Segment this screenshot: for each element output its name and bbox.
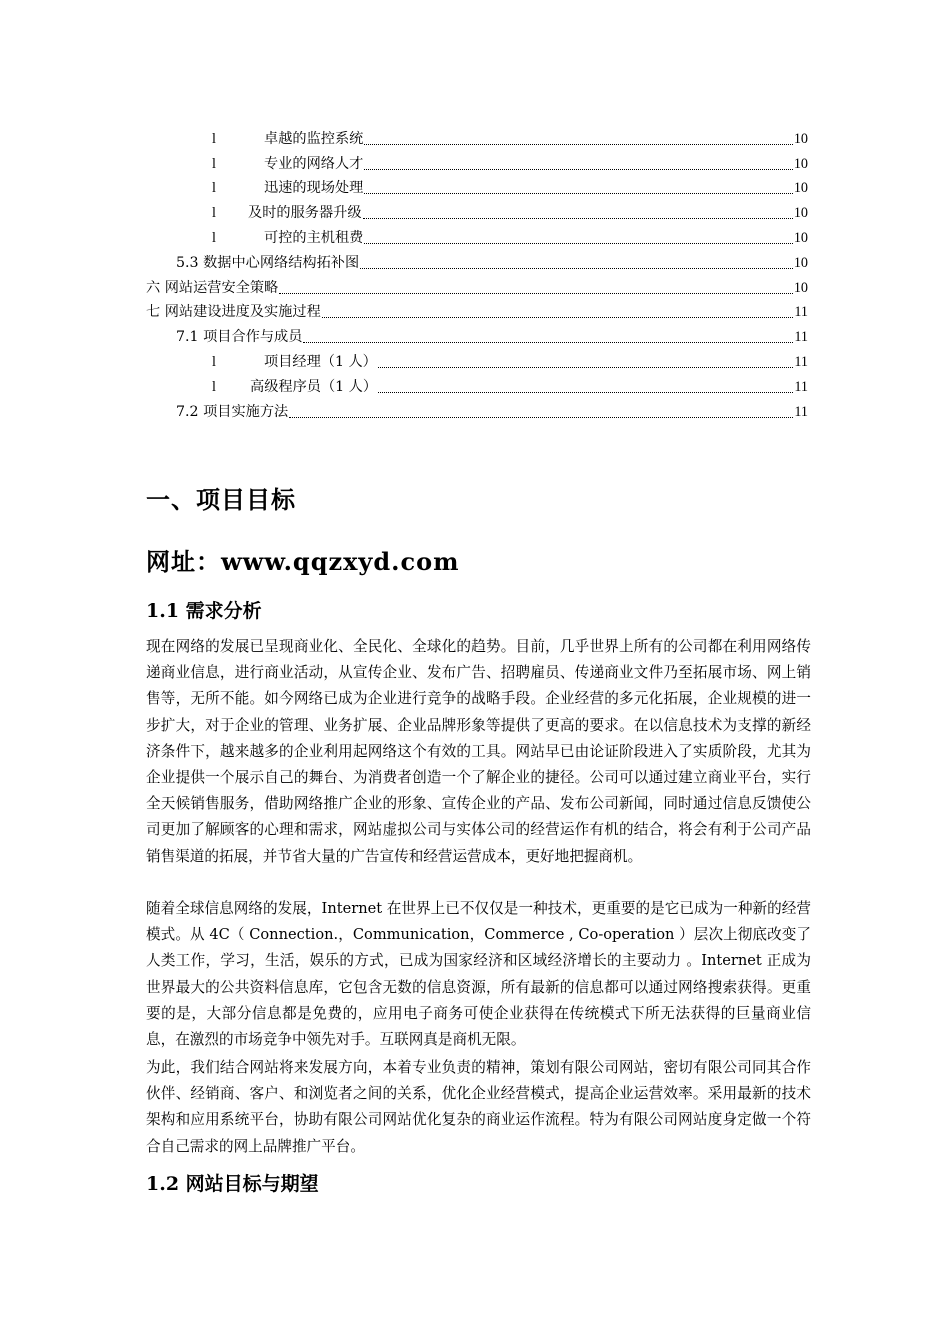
toc-leader-dots	[303, 342, 793, 343]
heading-website-url: 网址：www.qqzxyd.com	[146, 547, 460, 576]
toc-bullet: l	[212, 229, 216, 246]
toc-entry-text: 7.2 项目实施方法	[176, 403, 289, 420]
toc-leader-dots	[378, 367, 793, 368]
toc-entry[interactable]	[146, 298, 808, 323]
toc-bullet: l	[212, 378, 216, 395]
toc-page-number: 11	[794, 378, 808, 395]
toc-leader-dots	[322, 317, 794, 318]
toc-entry-text: 专业的网络人才	[264, 155, 364, 172]
paragraph: 为此，我们结合网站将来发展方向，本着专业负责的精神，策划有限公司网站，密切有限公司同其合作伙伴、经销商、客户、和浏览者之间的关系，优化企业经营模式，提高企业运营效率。采用最新的技术架构和应用系统平台，协助有限公司网站优化复杂的商业运作流程。特为有限公司网站度身定做一个符合自己需求的网上品牌推广平台。	[146, 1059, 811, 1155]
toc-page-number: 11	[794, 353, 808, 370]
toc-leader-dots	[279, 293, 793, 294]
toc-leader-dots	[364, 243, 792, 244]
toc-bullet: l	[212, 155, 216, 172]
toc-entry[interactable]	[146, 322, 808, 347]
toc-page-number: 10	[793, 155, 808, 172]
heading-project-goal: 一、项目目标	[146, 486, 296, 514]
toc-page-number: 10	[793, 205, 808, 222]
toc-entry[interactable]	[146, 397, 808, 422]
toc-bullet: l	[212, 130, 216, 147]
toc-entry-text: 迅速的现场处理	[264, 180, 364, 197]
toc-entry[interactable]	[146, 149, 808, 174]
toc-bullet: l	[212, 353, 216, 370]
toc-entry-text: 7.1 项目合作与成员	[176, 329, 303, 346]
toc-leader-dots	[364, 144, 792, 145]
toc-entry[interactable]	[146, 372, 808, 397]
toc-leader-dots	[363, 218, 793, 219]
toc-page-number: 10	[793, 229, 808, 246]
toc-bullet: l	[212, 180, 216, 197]
toc-page-number: 10	[793, 180, 808, 197]
toc-entry-text: 可控的主机租费	[264, 229, 364, 246]
toc-entry-text: 高级程序员（1 人）	[250, 378, 378, 395]
toc-leader-dots	[378, 392, 793, 393]
heading-requirements-analysis: 1.1 需求分析	[146, 600, 262, 622]
toc-entry[interactable]	[146, 347, 808, 372]
toc-page-number: 10	[793, 130, 808, 147]
toc-entry[interactable]	[146, 198, 808, 223]
toc-entry-text: 项目经理（1 人）	[264, 353, 377, 370]
toc-page-number: 11	[794, 329, 808, 346]
paragraph: 随着全球信息网络的发展，Internet 在世界上已不仅仅是一种技术，更重要的是它已成为一种新的经营模式。从 4C（ Connection.，Communication，Commerce , Co-operation ）层次上彻底改变了人类工作，学习，生活，娱乐的方式，已成为国家经济和区域经济增长的主要动力 。Internet 正成为世界最大的公共资料信息库，它包含无数的信息资源，所有最新的信息都可以通过网络搜索获得。更重要的是，大部分信息都是免费的，应用电子商务可使企业获得在传统模式下所无法获得的巨量商业信息，在激烈的市场竞争中领先对手。互联网真是商机无限。	[146, 900, 811, 1049]
toc-entry[interactable]	[146, 174, 808, 199]
toc-page-number: 10	[793, 279, 808, 296]
toc-leader-dots	[289, 417, 793, 418]
toc-page-number: 11	[794, 403, 808, 420]
toc-entry[interactable]	[146, 248, 808, 273]
toc-entry-text: 七 网站建设进度及实施过程	[146, 304, 321, 321]
toc-entry[interactable]	[146, 223, 808, 248]
toc-entry-text: 5.3 数据中心网络结构拓补图	[176, 254, 360, 271]
toc-leader-dots	[360, 268, 793, 269]
toc-leader-dots	[364, 193, 792, 194]
toc-page-number: 11	[794, 304, 808, 321]
toc-entry[interactable]	[146, 124, 808, 149]
heading-website-goals: 1.2 网站目标与期望	[146, 1173, 319, 1195]
toc-bullet: l	[212, 205, 216, 222]
toc-page-number: 10	[793, 254, 808, 271]
toc-entry-text: 六 网站运营安全策略	[146, 279, 279, 296]
paragraph: 现在网络的发展已呈现商业化、全民化、全球化的趋势。目前，几乎世界上所有的公司都在利用网络传递商业信息，进行商业活动，从宣传企业、发布广告、招聘雇员、传递商业文件乃至拓展市场、网上销售等，无所不能。如今网络已成为企业进行竞争的战略手段。企业经营的多元化拓展，企业规模的进一步扩大，对于企业的管理、业务扩展、企业品牌形象等提供了更高的要求。在以信息技术为支撑的新经济条件下，越来越多的企业利用起网络这个有效的工具。网站早已由论证阶段进入了实质阶段，尤其为企业提供一个展示自己的舞台、为消费者创造一个了解企业的捷径。公司可以通过建立商业平台，实行全天候销售服务，借助网络推广企业的形象、宣传企业的产品、发布公司新闻，同时通过信息反馈使公司更加了解顾客的心理和需求，网站虚拟公司与实体公司的经营运作有机的结合，将会有利于公司产品销售渠道的拓展，并节省大量的广告宣传和经营运营成本，更好地把握商机。	[146, 638, 811, 865]
toc-entry-text: 及时的服务器升级	[248, 205, 362, 222]
table-of-contents	[146, 124, 808, 422]
toc-entry[interactable]	[146, 273, 808, 298]
toc-leader-dots	[364, 169, 792, 170]
toc-entry-text: 卓越的监控系统	[264, 130, 364, 147]
